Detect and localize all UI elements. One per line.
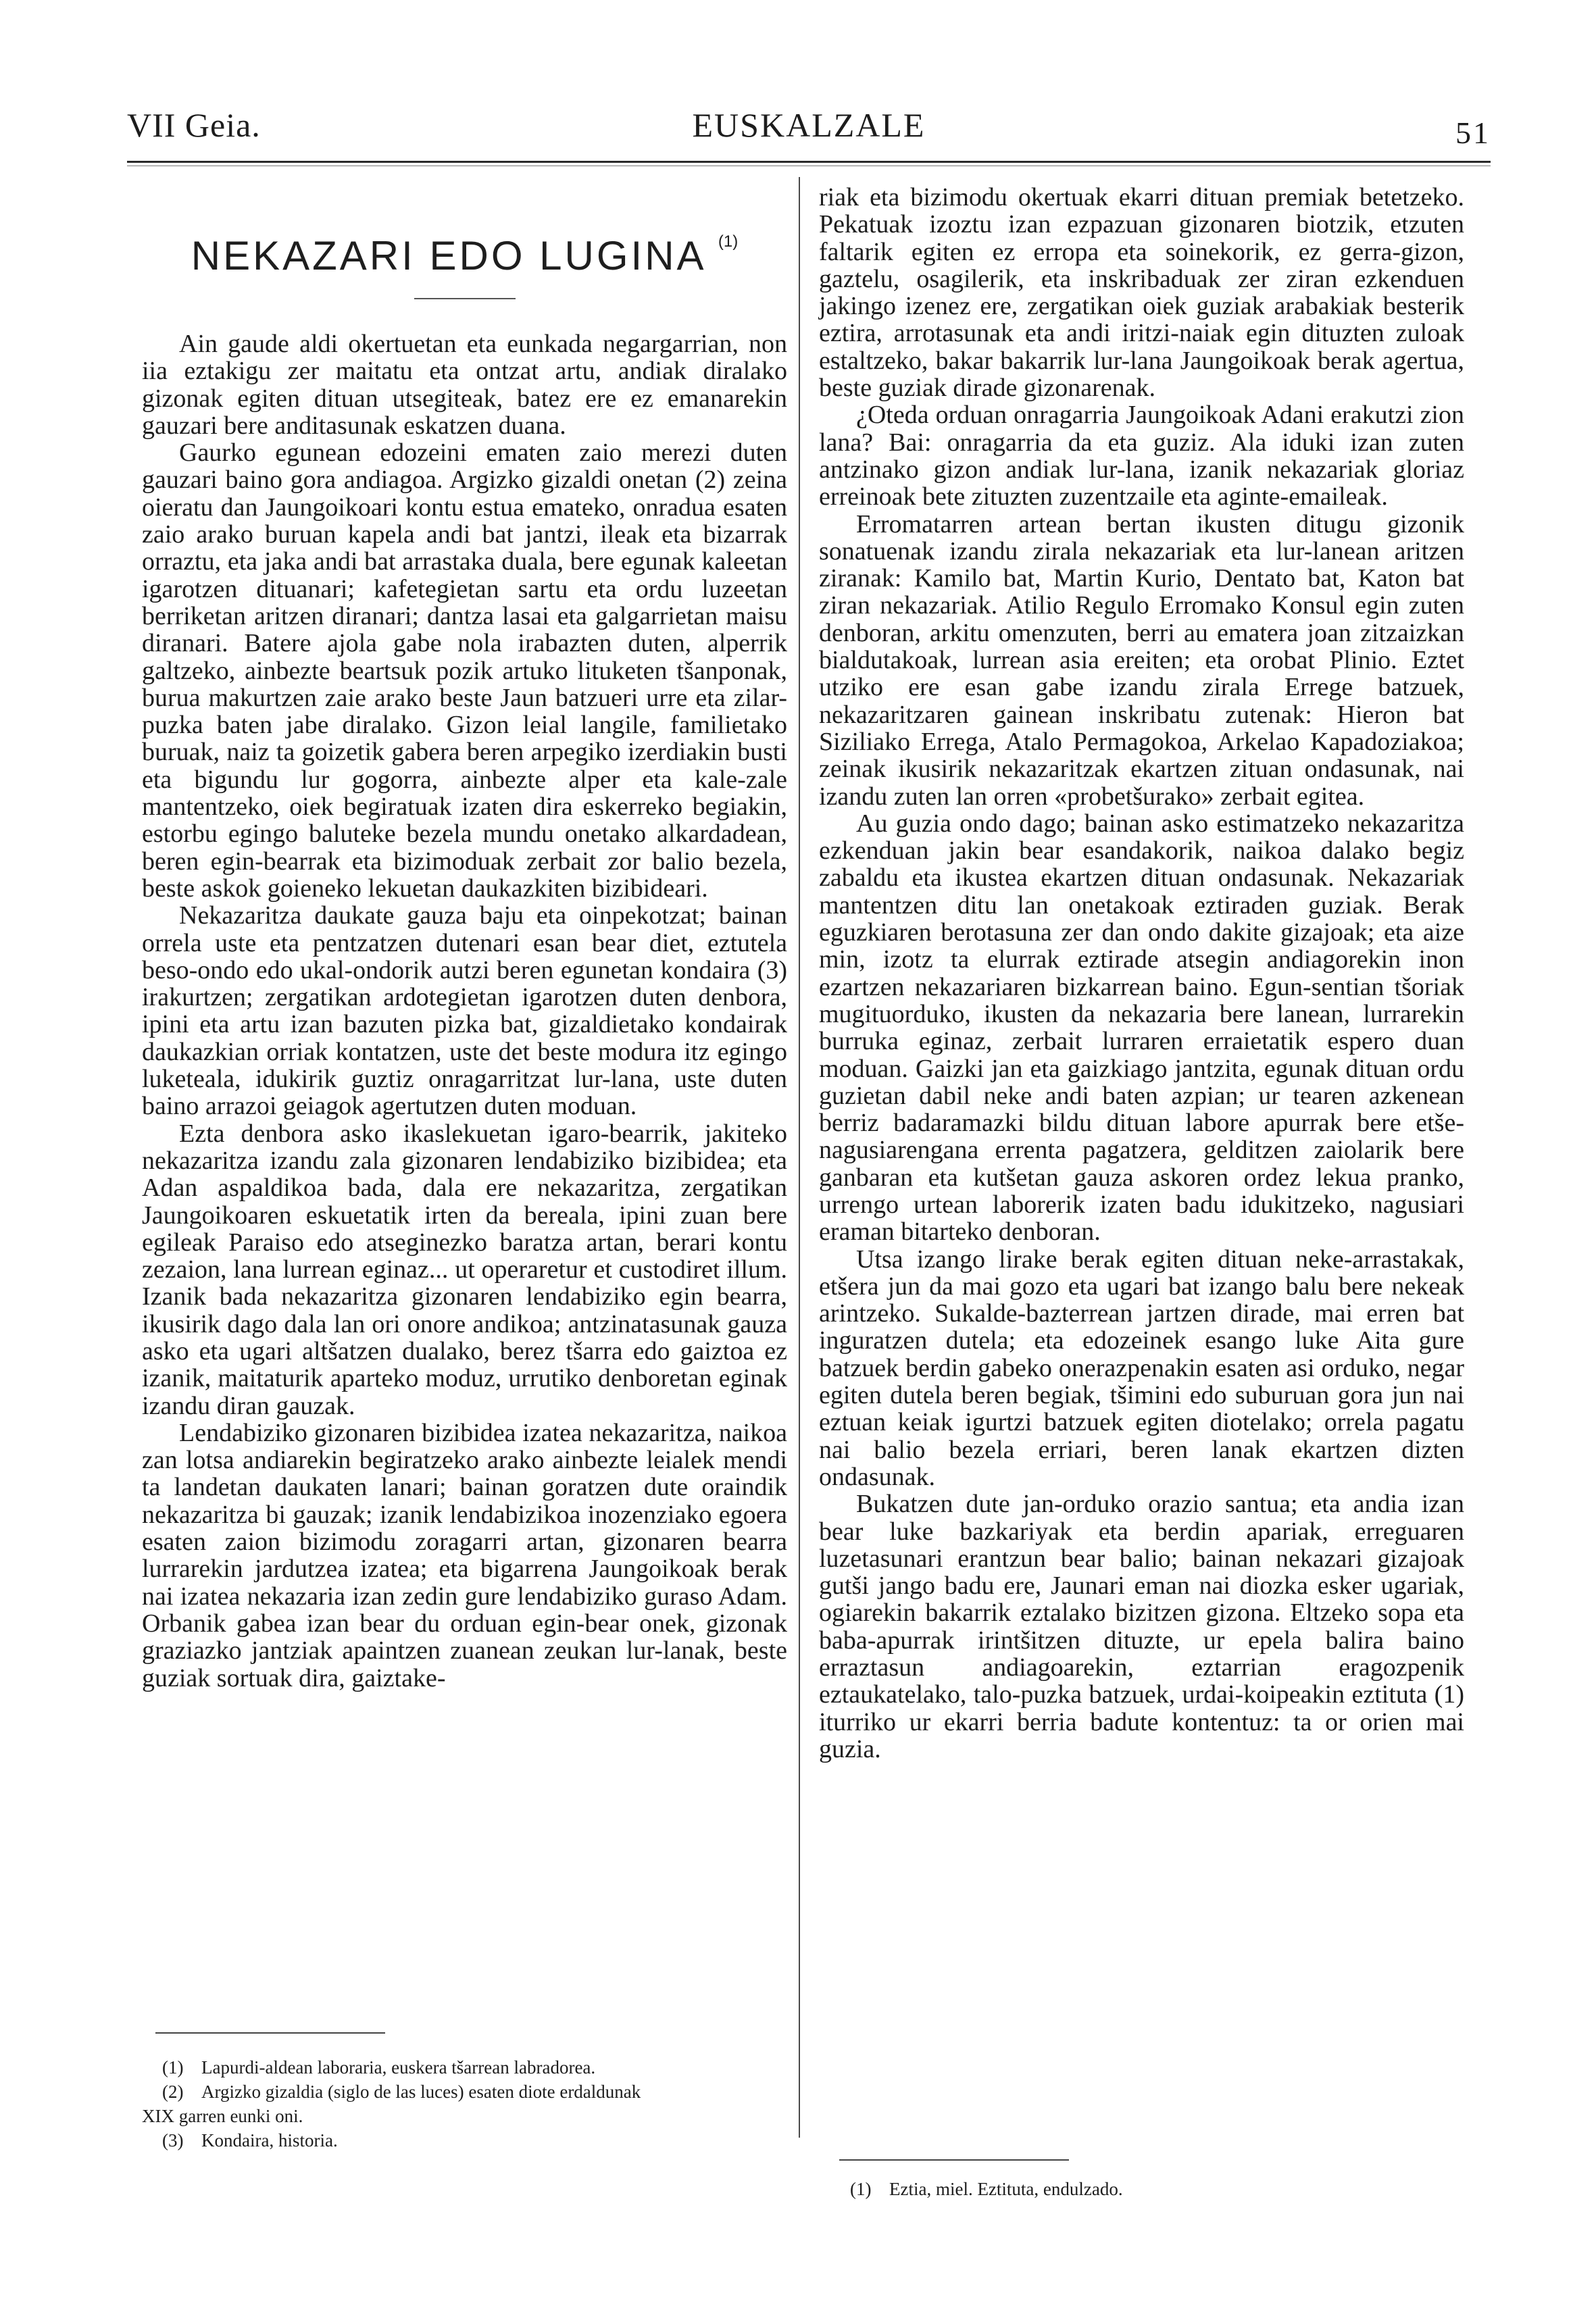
paragraph: Nekazaritza daukate gauza baju eta oinpekotzat; bainan orrela uste eta pentzatzen dutenari esan bear diet, eztutela beso-ondo edo ukal-ondorik autzi beren egunetan kondaira (3) irakurtzen; zergatikan ardotegietan igarotzen duten denbora, ipini eta artu izan bazuten pizka bat, gizaldietako kondairak daukazkian orriak kontatzen, uste det beste modura itz egingo luketeala, idukirik guztiz onragarritzat lur-lana, uste duten baino arrazoi geiagok agertutzen duten moduan. (142, 901, 787, 1121)
paragraph: Ain gaude aldi okertuetan eta eunkada negargarrian, non iia eztakigu zer maitatu eta ontzat artu, andiak diralako gizonak egiten dituan utsegiteak, batez ere ez emanarekin gauzari bere anditasunak eskatzen duana. (142, 330, 787, 440)
footnote (850, 2177, 1445, 2201)
footnote-rule (155, 2032, 385, 2034)
right-column (819, 184, 1464, 1763)
header-rule (127, 161, 1491, 163)
paragraph: Au guzia ondo dago; bainan asko estimatzeko nekazaritza ezkenduan jakin bear esandakorik, naikoa dalako begiz zabaldu eta ikustea ekartzen dituan ondasunak. Nekazariak mantentzen ditu lan onetakoak eztiraden guziak. Berak eguzkiaren berotasuna zer dan ondo dakite gizajoak; eta aize min, izotz ta elurrak eztirade atsegin andiagorekin inon ezartzen nekazariaren bizkarrean baino. Egun-sentian tšoriak mugituorduko, ikusten da nekazaria bere lanean, lurrarekin burruka eginaz, zerbait lurraren erraietatik espero duan moduan. Gaizki jan eta gaizkiago jantzita, egunak dituan ordu guzietan dabil neke andi baten azpian; ur tearen azkenean berriz badaramazki bildu dituan labore apurrak bere etše-nagusiarengana errenta pagatzera, gelditzen zaiolarik bere ganbaran eta kutšetan gauza askoren ordez lekua pranko, urrengo urtean laborerik izaten badu idukitzeko, nagusiari eraman bitarteko denboran. (819, 809, 1464, 1247)
left-footnotes (142, 2055, 757, 2153)
paragraph: Lendabiziko gizonaren bizibidea izatea nekazaritza, naikoa zan lotsa andiarekin begiratzeko arako ainbezte leialek mendi ta landetan daukaten lanari; bainan goratzen dute oraindik nekazaritza bi gauzak; izanik lendabizikoa inozenziako egoera esaten zaion bizimodu zoragarri artan, gizonaren bearra lurrarekin jardutzea izatea; eta bigarrena Jaungoikoak berak nai izatea nekazaria izan zedin gure lendabiziko guraso Adam. Orbanik gabea izan bear du orduan egin-bear onek, gizonak graziazko jantziak apaintzen zuanean zeukan lur-lanak, beste guziak sortuak dira, gaiztake- (142, 1418, 787, 1692)
footnote-number: (1) (850, 2179, 872, 2199)
paragraph: ¿Oteda orduan onragarria Jaungoikoak Adani erakutzi zion lana? Bai: onragarria da eta guziz. Ala iduki izan zuten antzinako gizon andiak lur-lana, izanik nekazariak gloriaz erreinoak bete zituzten zuzentzaile eta aginte-emaileak. (819, 401, 1464, 511)
left-column (142, 182, 787, 1692)
page-number: 51 (1455, 116, 1491, 150)
footnote (142, 2080, 757, 2128)
title-footnote-ref: (1) (718, 232, 739, 251)
column-divider (799, 177, 800, 2138)
footnote-text-continued: XIX garren eunki oni. (142, 2106, 303, 2126)
paragraph: Utsa izango lirake berak egiten dituan neke-arrastakak, etšera jun da mai gozo eta ugari bat izango balu bere nekeak arintzeko. Sukalde-bazterrean jartzen dirade, mai erren bat inguratzen dutela; eta edozeinek esango luke Aita gure batzuek berdin gabeko onerazpenakin esaten asi orduko, negar egiten dutela beren begiak, tšimini edo suburuan gora jun nai eztuan keiak igurtzi batzuek egiten diotelako; orrela pagatu nai balio bezela erriari, beren lanak ekartzen dizten ondasunak. (819, 1244, 1464, 1491)
footnote-text: Eztia, miel. Eztituta, endulzado. (889, 2179, 1123, 2199)
paragraph: Erromatarren artean bertan ikusten ditugu gizonik sonatuenak izandu zirala nekazariak eta lur-lanean aritzen ziranak: Kamilo bat, Martin Kurio, Dentato bat, Katon bat ziran nekazariak. Atilio Regulo Erromako Konsul egin zuten denboran, arkitu omenzuten, berri au ematera joan zitzaizkan bialdutakoak, lurrean asia ereiten; eta orobat Plinio. Eztet utziko ere esan gabe izandu zirala Errege batzuek, nekazaritzaren gainean inskribatu zutenak: Hieron bat Siziliako Errega, Atalo Permagokoa, Arkelao Kapadoziakoa; zeinak ikusirik nekazaritzak ekartzen zituan ondasunak, nai izandu zuten lan orren «probetšurako» zerbait egitea. (819, 509, 1464, 811)
footnote-text: Kondaira, historia. (201, 2130, 338, 2150)
article-title (142, 215, 787, 283)
right-footnotes (850, 2177, 1445, 2201)
paragraph: Ezta denbora asko ikaslekuetan igaro-bearrik, jakiteko nekazaritza izandu zala gizonaren lendabiziko bizibidea; eta Adan aspaldikoa bada, dala ere nekazaritza, zergatikan Jaungoikoaren eskuetatik irten da bereala, ipini zuan bere egileak Paraiso edo atseginezko baratza artan, berari kontu zezaion, lana lurrean eginaz... ut operaretur et custodiret illum. Izanik bada nekazaritza gizonaren lendabiziko egin bearra, ikusirik dago dala lan ori onore andikoa; antzinatasunak gauza asko eta ugari altšatzen dualako, berez tšarra edo gaiztoa ez izanik, maitaturik aparteko moduz, urrutiko denboretan eginak izandu diran gauzak. (142, 1119, 787, 1420)
paragraph: riak eta bizimodu okertuak ekarri dituan premiak betetzeko. Pekatuak izoztu izan ezpazuan gizonaren biotzik, etzuten faltarik egiten ez erropa eta soinekorik, ez gerra-gizon, gaztelu, osagilerik, eta inskribaduak zer ziran ezkenduen jakingo izenez ere, zergatikan oiek guziak arabakiak besterik eztira, arrotasunak eta andi iritzi-naiak egin dituzten zuloak estaltzeko, bakar bakarrik lur-lana Jaungoikoak berak agertua, beste guziak dirade gizonarenak. (819, 183, 1464, 403)
running-head (127, 101, 1491, 149)
footnote-number: (1) (162, 2057, 184, 2078)
paragraph: Bukatzen dute jan-orduko orazio santua; eta andia izan bear luke bazkariyak eta berdin apariak, erreguaren luzetasunari erantzun bear balio; bainan nekazari gizajoak gutši jango badu ere, Jaunari eman nai diozka esker ugariak, ogiarekin bakarrik eztalako bizitzen gizona. Eltzeko sopa eta baba-apurrak irintšitzen dituzte, ur epela balira baino erraztasun andiagoarekin, eztarrian eragozpenik eztaukatelako, talo-puzka batzuek, urdai-koipeakin eztituta (1) iturriko ur ekarri berria badute kontentuz: ta or orien mai guzia. (819, 1490, 1464, 1763)
journal-title: EUSKALZALE (692, 106, 926, 144)
footnote-text: Lapurdi-aldean laboraria, euskera tšarrean labradorea. (201, 2057, 596, 2078)
article-title-text: NEKAZARI EDO LUGINA (191, 233, 705, 278)
volume-label: VII Geia. (127, 106, 261, 144)
footnote-rule (839, 2159, 1069, 2161)
paragraph: Gaurko egunean edozeini ematen zaio merezi duten gauzari baino gora andiagoa. Argizko gizaldi onetan (2) zeina oieratu dan Jaungoikoari kontu estua emateko, onradua esaten zaio arako buruan kapela andi bat jantzi, ileak eta bizarrak orraztu, eta jaka andi bat arrastaka duala, bere egunak kaleetan igarotzen dituanari; kafetegietan sartu eta ordu luzeetan berriketan aritzen diranari; dantza lasai eta galgarrietan maisu diranari. Batere ajola gabe nola irabazten duten, alperrik galtzeko, ainbezte beartsuk pozik artuko lituketen tšanponak, burua makurtzen zaie arako beste Jaun batzueri urre eta zilar-puzka baten jabe diralako. Gizon leial langile, familietako buruak, naiz ta goizetik gabera beren arpegiko izerdiakin busti eta bigundu lur gogorra, ainbezte alper eta kale-zale mantentzeko, oiek begiratuak izaten dira eskerreko begiakin, estorbu egingo baluteke bezela mundu onetako alkardadean, beren egin-bearrak eta bizimoduak zerbait zor balio bezela, beste askok goieneko lekuetan daukazkiten bizibideari. (142, 438, 787, 903)
footnote-number: (2) (162, 2082, 184, 2102)
footnote (162, 2128, 757, 2153)
footnote (162, 2055, 757, 2080)
footnote-number: (3) (162, 2130, 184, 2150)
title-rule (414, 298, 516, 299)
footnote-text: Argizko gizaldia (siglo de las luces) esaten diote erdaldunak (201, 2082, 641, 2102)
